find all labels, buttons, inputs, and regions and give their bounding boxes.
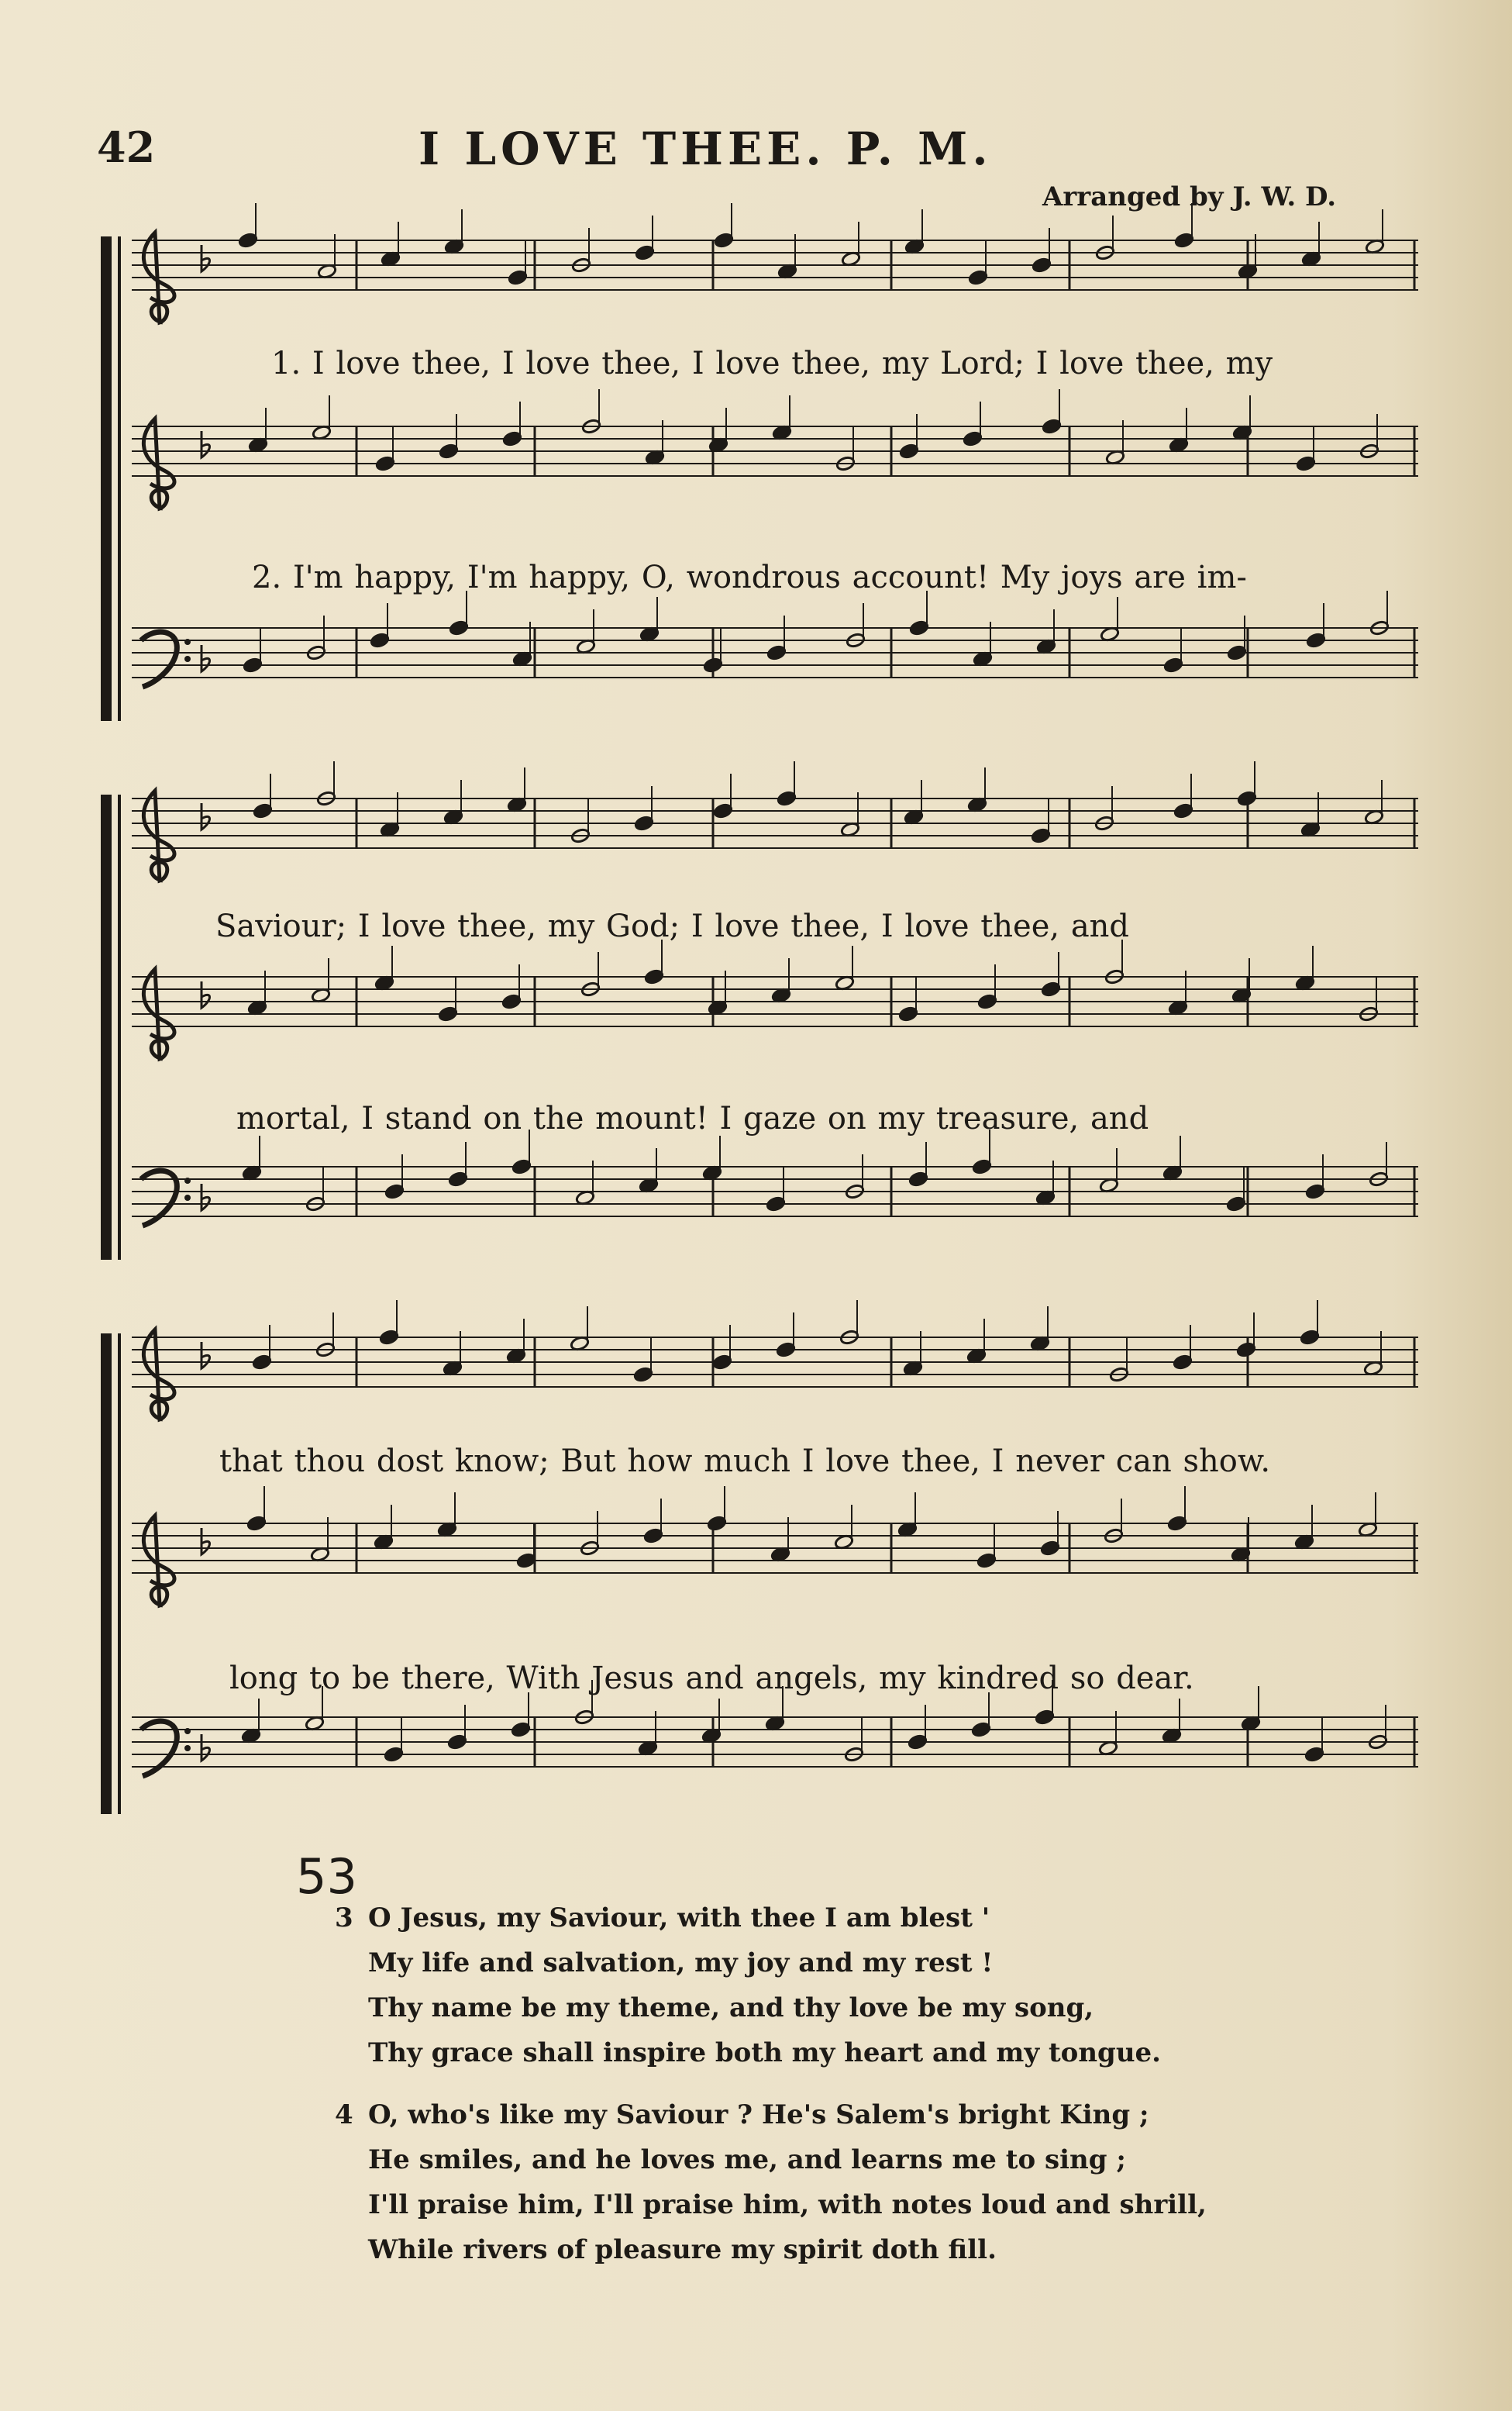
notehead	[712, 1354, 732, 1371]
verse-line: O Jesus, my Saviour, with thee I am blest '	[368, 1902, 990, 1933]
notehead	[1041, 981, 1060, 998]
notehead	[908, 1171, 928, 1188]
notehead	[243, 657, 262, 674]
notehead	[1305, 1184, 1324, 1200]
notehead	[1306, 633, 1325, 649]
lyric-line-verse-2: 2. I'm happy, I'm happy, O, wondrous account! My joys are im-	[252, 560, 1247, 595]
notehead	[511, 1722, 530, 1738]
verse-line: Thy name be my theme, and thy love be my song,	[368, 1992, 1094, 2023]
clef-dot	[184, 639, 191, 645]
bass-staff	[132, 620, 1434, 729]
notehead	[909, 620, 928, 636]
system-brace	[101, 236, 112, 721]
notehead	[643, 1528, 663, 1544]
verse-line: O, who's like my Saviour ? He's Salem's bright King ;	[368, 2099, 1149, 2130]
flat-sign-icon	[201, 803, 210, 830]
bass-staff	[132, 1709, 1434, 1818]
notehead	[968, 270, 987, 286]
lyric-line-verse-2: mortal, I stand on the mount! I gaze on my treasure, and	[236, 1101, 1149, 1137]
page-number: 42	[97, 122, 156, 172]
notehead	[1296, 456, 1315, 472]
notehead	[899, 443, 918, 460]
notehead	[502, 431, 522, 447]
system-brace	[101, 1333, 112, 1814]
notehead	[1163, 657, 1183, 674]
flat-sign-icon	[201, 431, 210, 457]
notehead	[1304, 1747, 1324, 1763]
notehead	[246, 1516, 266, 1532]
alto-staff	[132, 1516, 1434, 1624]
notehead	[644, 969, 663, 985]
hymn-number: 53	[296, 1848, 357, 1905]
treble-staff	[132, 791, 1434, 899]
notehead	[1237, 791, 1256, 807]
notehead	[707, 1516, 726, 1532]
verse-number: 3	[335, 1902, 353, 1933]
notehead	[908, 1734, 927, 1750]
notehead	[633, 1367, 653, 1383]
notehead	[971, 1722, 990, 1738]
treble-staff	[132, 233, 1434, 341]
verse-line: Thy grace shall inspire both my heart and my tongue.	[368, 2037, 1162, 2068]
notehead	[635, 245, 654, 261]
notehead	[1042, 419, 1061, 435]
clef-dot	[184, 1195, 191, 1201]
notehead	[1167, 1516, 1187, 1532]
notehead	[1236, 1342, 1255, 1358]
notehead	[1173, 803, 1193, 819]
verse-line: While rivers of pleasure my spirit doth fill.	[368, 2234, 997, 2265]
notehead	[1300, 1330, 1319, 1346]
flat-sign-icon	[201, 245, 210, 271]
notehead	[238, 233, 257, 249]
flat-sign-icon	[201, 1342, 210, 1368]
clef-dot	[184, 1178, 191, 1184]
flat-sign-icon	[201, 981, 210, 1008]
notehead	[384, 1184, 404, 1200]
notehead	[703, 657, 722, 674]
notehead	[766, 645, 786, 661]
notehead	[379, 1330, 398, 1346]
notehead	[370, 633, 389, 649]
alto-staff	[132, 969, 1434, 1078]
notehead	[1035, 1709, 1054, 1726]
notehead	[1032, 257, 1051, 274]
hymn-title: I LOVE THEE. P. M.	[418, 122, 993, 175]
notehead	[1040, 1540, 1059, 1557]
lyric-line-verse-1: that thou dost know; But how much I love thee, I never can show.	[219, 1443, 1271, 1479]
flat-sign-icon	[201, 1184, 210, 1210]
notehead	[511, 1159, 531, 1175]
notehead	[777, 791, 796, 807]
notehead	[972, 1159, 991, 1175]
notehead	[447, 1734, 467, 1750]
clef-dot	[184, 656, 191, 662]
lyric-line-verse-2: long to be there, With Jesus and angels, my kindred so dear.	[229, 1661, 1194, 1696]
notehead	[1227, 645, 1246, 661]
clef-dot	[184, 1728, 191, 1734]
flat-sign-icon	[201, 1528, 210, 1554]
system-bracket-line	[118, 236, 121, 721]
notehead	[776, 1342, 795, 1358]
system-brace	[101, 795, 112, 1260]
notehead	[977, 994, 997, 1010]
flat-sign-icon	[201, 1734, 210, 1761]
notehead	[508, 270, 527, 286]
notehead	[253, 803, 272, 819]
system-bracket-line	[118, 1333, 121, 1814]
notehead	[634, 816, 653, 832]
notehead	[375, 456, 394, 472]
notehead	[1226, 1196, 1245, 1212]
verse-line: He smiles, and he loves me, and learns me to sing ;	[368, 2144, 1126, 2175]
treble-staff	[132, 1330, 1434, 1438]
clef-dot	[184, 1745, 191, 1751]
notehead	[976, 1553, 996, 1569]
bass-staff	[132, 1159, 1434, 1268]
notehead	[516, 1553, 536, 1569]
notehead	[384, 1747, 403, 1763]
notehead	[1031, 828, 1050, 844]
notehead	[766, 1196, 785, 1212]
flat-sign-icon	[201, 645, 210, 671]
verse-line: I'll praise him, I'll praise him, with notes loud and shrill,	[368, 2189, 1207, 2220]
verse-number: 4	[335, 2099, 353, 2130]
notehead	[438, 1006, 457, 1023]
arranger-credit: Arranged by J. W. D.	[1042, 181, 1337, 212]
notehead	[439, 443, 458, 460]
notehead	[252, 1354, 271, 1371]
notehead	[1174, 233, 1193, 249]
verse-line: My life and salvation, my joy and my rest !	[368, 1947, 994, 1978]
notehead	[501, 994, 521, 1010]
notehead	[1173, 1354, 1192, 1371]
notehead	[898, 1006, 918, 1023]
notehead	[714, 233, 733, 249]
lyric-line-verse-1: Saviour; I love thee, my God; I love thee, I love thee, and	[215, 909, 1130, 944]
alto-staff	[132, 419, 1434, 527]
system-bracket-line	[118, 795, 121, 1260]
notehead	[713, 803, 732, 819]
notehead	[448, 1171, 467, 1188]
lyric-line-verse-1: 1. I love thee, I love thee, I love thee, my Lord; I love thee, my	[271, 346, 1273, 381]
notehead	[963, 431, 982, 447]
notehead	[449, 620, 468, 636]
